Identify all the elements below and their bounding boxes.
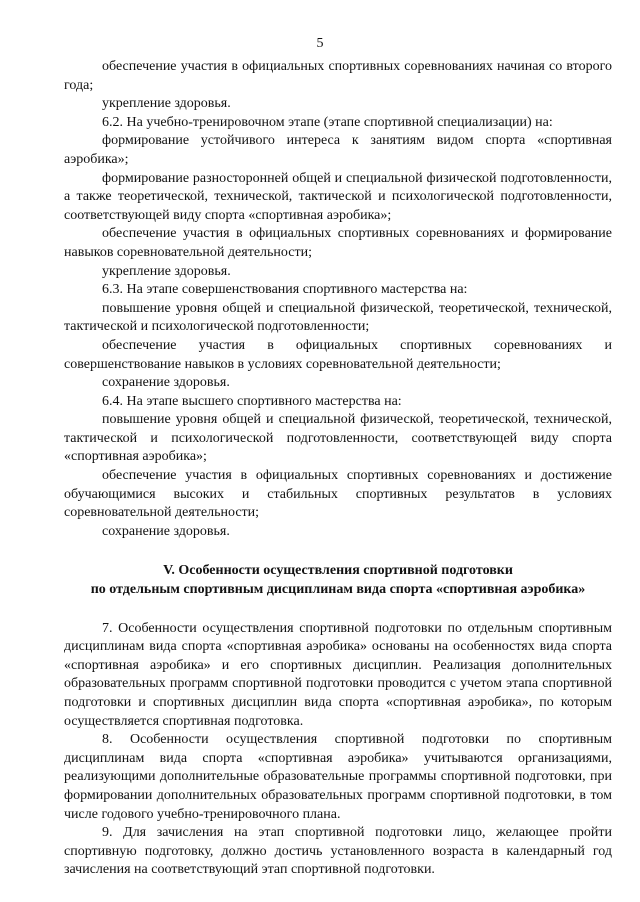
paragraph: 8. Особенности осуществления спортивной подготовки по спортивным дисциплинам вида спорта «спортивная аэробика» учитываются организациями, реализующими дополнительные образовательные программы спортивной подготовки, при формировании дополнительных образовательных программ спортивной подготовки, в том числе годового учебно-тренировочного плана.	[64, 732, 612, 822]
paragraph: повышение уровня общей и специальной физической, теоретической, технической, тактической и психологической подготовленности, соответствующей виду спорта «спортивная аэробика»;	[64, 412, 612, 465]
paragraph: 6.2. На учебно-тренировочном этапе (этапе спортивной специализации) на:	[102, 114, 553, 130]
paragraph: формирование устойчивого интереса к занятиям видом спорта «спортивная аэробика»;	[64, 133, 612, 167]
document-body	[64, 58, 612, 880]
paragraph: обеспечение участия в официальных спортивных соревнованиях и совершенствование навыков в условиях соревновательной деятельности;	[64, 337, 612, 372]
paragraph: сохранение здоровья.	[102, 523, 230, 539]
paragraph: обеспечение участия в официальных спортивных соревнованиях начиная со второго года;	[64, 59, 612, 93]
paragraph: 9. Для зачисления на этап спортивной подготовки лицо, желающее пройти спортивную подготовку, должно достичь установленного возраста в календарный год зачисления на соответствующий этап спортивной подготовки.	[64, 825, 612, 878]
paragraph: 6.3. На этапе совершенствования спортивного мастерства на:	[102, 282, 468, 298]
paragraph: 7. Особенности осуществления спортивной подготовки по отдельным спортивным дисциплинам вида спорта «спортивная аэробика» основаны на особенностях вида спорта «спортивная аэробика» и его спортивных дисциплин. Реализация дополнительных образовательных программ спортивной подготовки проводится с учетом этапа спортивной подготовки и спортивных дисциплин вида спорта «спортивная аэробика», по которым осуществляется спортивная подготовка.	[64, 620, 612, 729]
paragraph: обеспечение участия в официальных спортивных соревнованиях и формирование навыков соревновательной деятельности;	[64, 226, 612, 260]
paragraph: сохранение здоровья.	[102, 375, 230, 391]
paragraph: повышение уровня общей и специальной физической, теоретической, технической, тактической и психологической подготовленности;	[64, 300, 612, 335]
section-heading-line-2: по отдельным спортивным дисциплинам вида спорта «спортивная аэробика»	[90, 582, 586, 598]
paragraph: 6.4. На этапе высшего спортивного мастерства на:	[102, 393, 402, 409]
paragraph: формирование разносторонней общей и специальной физической подготовленности, а также теоретической, технической, тактической и психологической подготовленности, соответствующей виду спорта «спортивная аэробика»;	[64, 170, 612, 223]
paragraph: укрепление здоровья.	[102, 263, 231, 279]
paragraph: укрепление здоровья.	[102, 96, 231, 112]
section-heading-line-1: V. Особенности осуществления спортивной подготовки	[163, 563, 513, 579]
page-number: 5	[316, 36, 324, 51]
paragraph: обеспечение участия в официальных спортивных соревнованиях и достижение обучающимися высоких и стабильных спортивных результатов в условиях соревновательной деятельности;	[64, 468, 612, 521]
